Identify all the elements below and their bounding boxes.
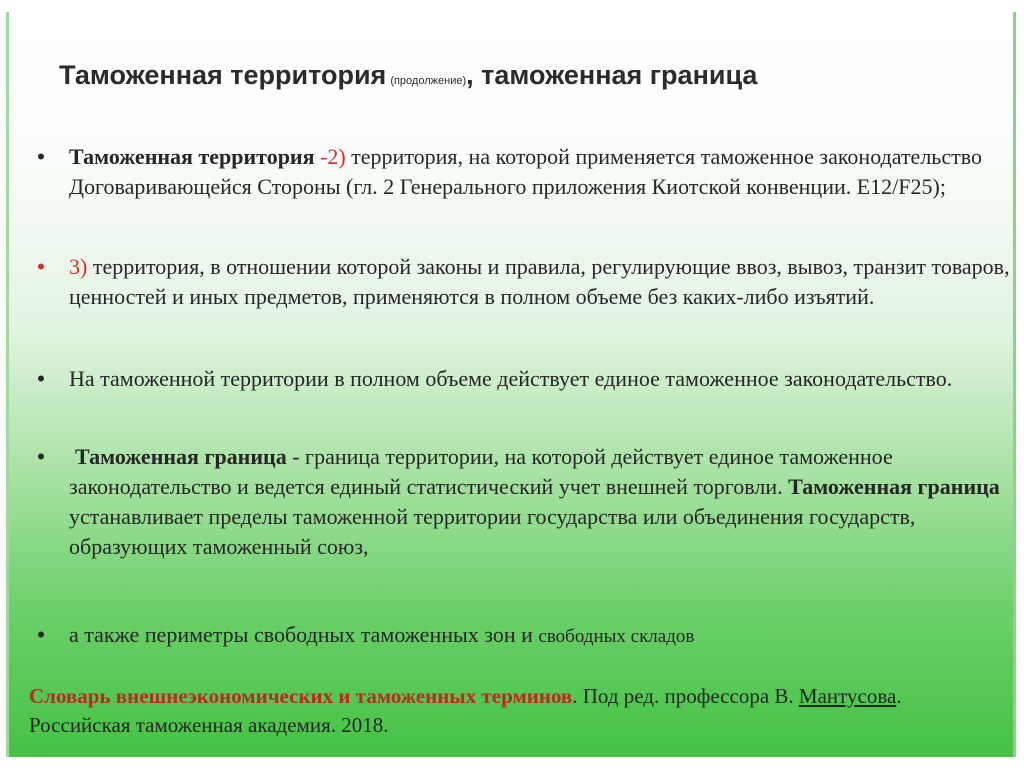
bullet-icon: • [37,144,45,169]
item-number: 2) [327,144,346,169]
reference-text: . Российская таможенная академия. 2018. [29,684,902,737]
term-customs-territory: Таможенная территория [69,144,315,169]
title-main: Таможенная территория [59,60,387,90]
reference-text: . Под ред. профессора В. [572,684,794,708]
list-item [37,252,1019,312]
item-text: а также периметры свободных таможенных зон и [69,622,539,647]
dash: - [314,144,328,169]
bullet-icon: • [37,622,45,647]
list-item [37,442,1019,562]
reference [29,682,1004,740]
item-text: территория, на которой применяется таможенное законодательство Договаривающейся Стороны (гл. 2 Генерального приложения Киотской конвенции. E12/F25); [69,144,982,199]
title-continuation: (продолжение) [390,75,467,87]
bullet-icon: • [37,444,45,469]
reference-author: Мантусова [798,684,897,708]
slide-title [59,60,999,91]
item-text-small: свободных складов [538,626,695,647]
term-customs-border: Таможенная граница [75,444,287,469]
list-item [37,620,1019,652]
list-item [37,142,1019,202]
slide [6,12,1016,757]
list-item [37,364,1019,394]
item-number: 3) [69,254,88,279]
item-text: территория, в отношении которой законы и правила, регулирующие ввоз, вывоз, транзит товаров, ценностей и иных предметов, применяются в полном объеме без каких-либо изъятий. [69,254,1010,309]
title-rest: , таможенная граница [466,60,758,90]
bullet-icon: • [37,254,45,279]
term-customs-border: Таможенная граница [788,474,1000,499]
item-text: - граница территории, на которой действует единое таможенное законодательство и ведется единый статистический учет внешней торговли. [69,444,893,499]
item-text: На таможенной территории в полном объеме действует единое таможенное законодательство. [69,366,953,391]
reference-source: Словарь внешнеэкономических и таможенных терминов [29,684,573,708]
bullet-icon: • [37,366,45,391]
item-text: устанавливает пределы таможенной территории государства или объединения государств, образующих таможенный союз, [69,504,916,559]
